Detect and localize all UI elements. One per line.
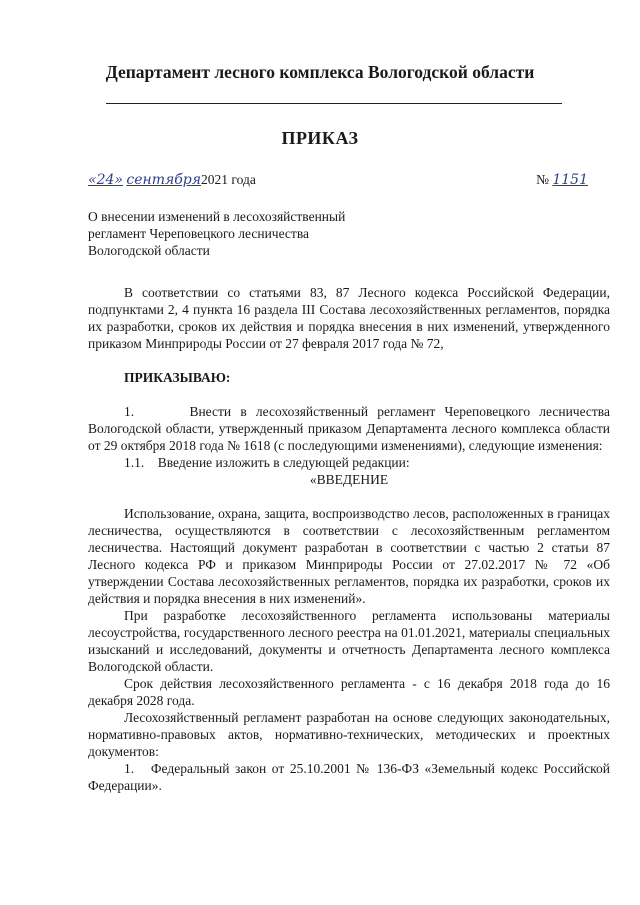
subject-line: Вологодской области xyxy=(88,243,210,258)
body-paragraph: Срок действия лесохозяйственного регламента - с 16 декабря 2018 года до 16 декабря 2028 года. xyxy=(88,676,610,708)
order-item-1: 1. Внести в лесохозяйственный регламент Череповецкого лесничества Вологодской области, утвержденный приказом Департамента лесного комплекса области от 29 октября 2018 года № 1618 (с последующими изменениями), следующие изменения: xyxy=(88,404,610,453)
header-divider xyxy=(106,103,562,104)
body-paragraph: Лесохозяйственный регламент разработан на основе следующих законодательных, нормативно-правовых актов, нормативно-технических, методических и проектных документов: xyxy=(88,710,610,759)
number-label: № xyxy=(536,172,549,187)
list-item: 1. Федеральный закон от 25.10.2001 № 136-ФЗ «Земельный кодекс Российской Федерации». xyxy=(88,761,610,793)
document-title: ПРИКАЗ xyxy=(281,128,359,148)
subject-line: О внесении изменений в лесохозяйственный xyxy=(88,209,346,224)
spacer xyxy=(88,488,610,505)
open-quote: « xyxy=(88,172,97,188)
department-heading: Департамент лесного комплекса Вологодской области xyxy=(105,62,535,82)
subject-line: регламент Череповецкого лесничества xyxy=(88,226,310,241)
preamble-paragraph: В соответствии со статьями 83, 87 Лесного кодекса Российской Федерации, подпунктами 2, 4 пункта 16 раздела III Состава лесохозяйственных регламентов, порядка их разработки, сроков их действия и порядка внесения в них изменений, утвержденного приказом Минприроды России от 27 февраля 2017 года № 72, xyxy=(88,285,610,351)
introduction-heading: «ВВЕДЕНИЕ xyxy=(309,472,389,487)
body-paragraph: Использование, охрана, защита, воспроизводство лесов, расположенных в границах лесничества, осуществляются в соответствии с лесохозяйственным регламентом лесничества. Настоящий документ разработан в соответствии с частью 2 статьи 87 Лесного кодекса РФ и приказом Минприроды России от 27.02.2017 № 72 «Об утверждении Состава лесохозяйственных регламентов, порядка их разработки, сроков их действия и порядка внесения в них изменений». xyxy=(88,506,610,606)
orders-heading: ПРИКАЗЫВАЮ: xyxy=(124,370,231,385)
handwritten-month: сентября xyxy=(126,172,202,188)
close-quote: » xyxy=(114,172,123,188)
date-number-line xyxy=(88,172,588,194)
handwritten-day: 24 xyxy=(96,172,115,188)
order-item-1-1: 1.1. Введение изложить в следующей редакции: xyxy=(124,455,410,470)
document-body xyxy=(88,284,610,794)
date-year: 2021 года xyxy=(201,172,256,187)
handwritten-number: 1151 xyxy=(552,172,588,188)
document-number xyxy=(536,172,588,188)
document-date xyxy=(88,172,256,188)
document-subject xyxy=(88,208,408,259)
body-paragraph: При разработке лесохозяйственного регламента использованы материалы лесоустройства, государственного лесного реестра на 01.01.2021, материалы специальных изысканий и исследований, документы и отчетность Департамента лесного комплекса Вологодской области. xyxy=(88,608,610,674)
